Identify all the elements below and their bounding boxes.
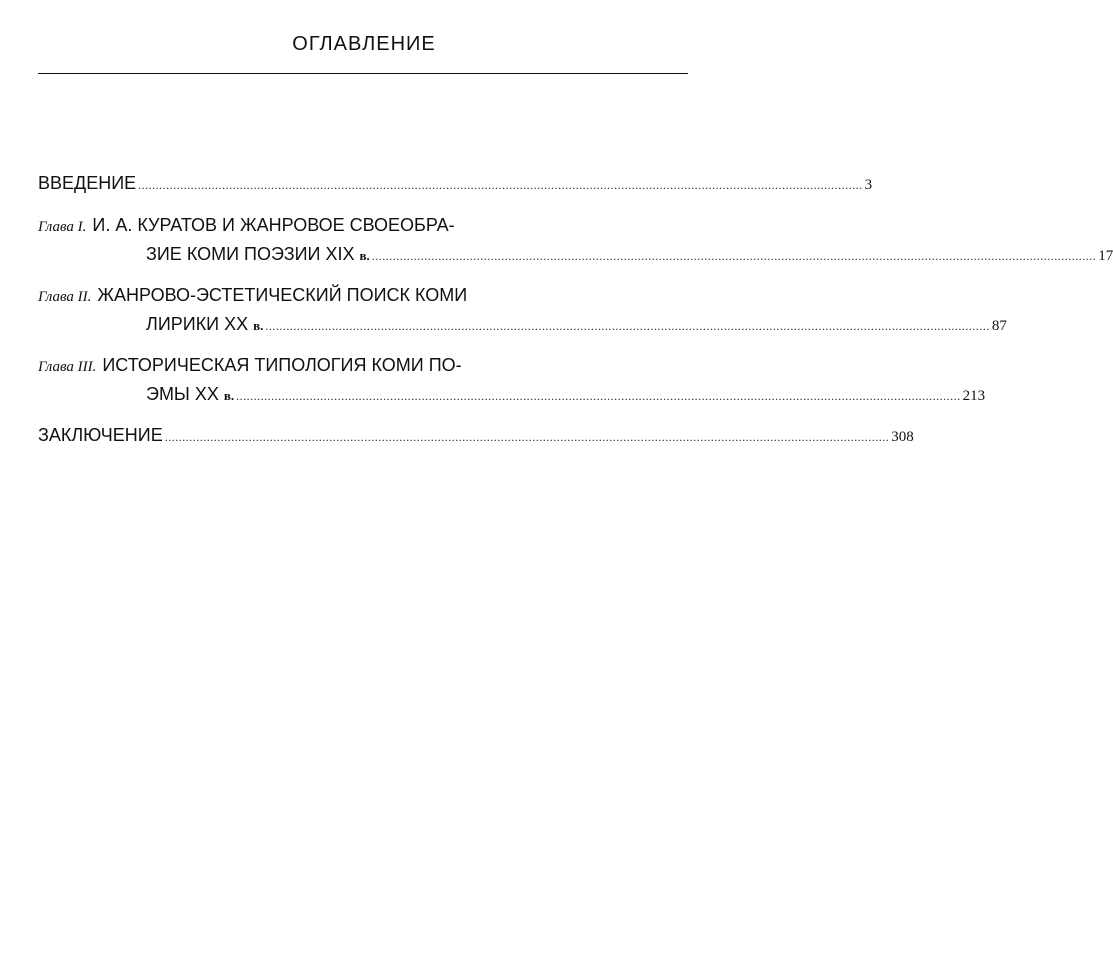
entry-title: И. А. КУРАТОВ И ЖАНРОВОЕ СВОЕОБРА- (92, 215, 455, 235)
toc-line (38, 212, 688, 241)
entry-title: ЗАКЛЮЧЕНИЕ (38, 425, 163, 445)
chapter-label: Глава III. (38, 359, 97, 375)
page-number: 213 (962, 388, 986, 404)
toc-line (38, 311, 1007, 340)
entry-title: ЖАНРОВО-ЭСТЕТИЧЕСКИЙ ПОИСК КОМИ (97, 285, 468, 305)
page-title: ОГЛАВЛЕНИЕ (292, 33, 436, 55)
entry-title: ЗИЕ КОМИ ПОЭЗИИ XIX (146, 244, 355, 264)
entry-title: ЛИРИКИ XX (146, 314, 249, 334)
toc-entry-conclusion[interactable] (38, 422, 914, 451)
entry-title: ВВЕДЕНИЕ (38, 173, 137, 193)
dot-leader: ............................................................................................................................................................................................................... (371, 249, 1097, 263)
toc-entry-chapter-1[interactable] (38, 212, 1113, 270)
entry-suffix: в. (359, 248, 370, 263)
entry-suffix: в. (223, 388, 235, 403)
page-number: 17 (1098, 248, 1113, 264)
toc-entry-chapter-3[interactable] (38, 352, 986, 410)
page-number: 3 (864, 177, 873, 193)
page-number: 308 (891, 429, 914, 445)
entry-title: ИСТОРИЧЕСКАЯ ТИПОЛОГИЯ КОМИ ПО- (102, 355, 462, 375)
chapter-label: Глава II. (38, 289, 92, 305)
entry-title: ЭМЫ XX (146, 384, 219, 404)
title-rule (38, 73, 688, 74)
toc-line (38, 352, 688, 381)
toc-line (38, 282, 688, 311)
toc-line (38, 170, 873, 199)
dot-leader: ............................................................................................................................................................................................................... (236, 389, 961, 403)
dot-leader: ............................................................................................................................................................................................................... (265, 319, 990, 333)
table-of-contents (38, 170, 1113, 451)
page-number: 87 (991, 318, 1007, 334)
dot-leader: ............................................................................................................................................................................................................... (138, 178, 863, 192)
toc-line (38, 381, 986, 410)
toc-entry-introduction[interactable] (38, 170, 873, 199)
chapter-label: Глава I. (38, 219, 87, 235)
toc-line (38, 241, 1113, 270)
entry-suffix: в. (253, 318, 264, 333)
toc-line (38, 422, 914, 451)
dot-leader: ............................................................................................................................................................................................................... (164, 430, 890, 444)
toc-entry-chapter-2[interactable] (38, 282, 1007, 340)
